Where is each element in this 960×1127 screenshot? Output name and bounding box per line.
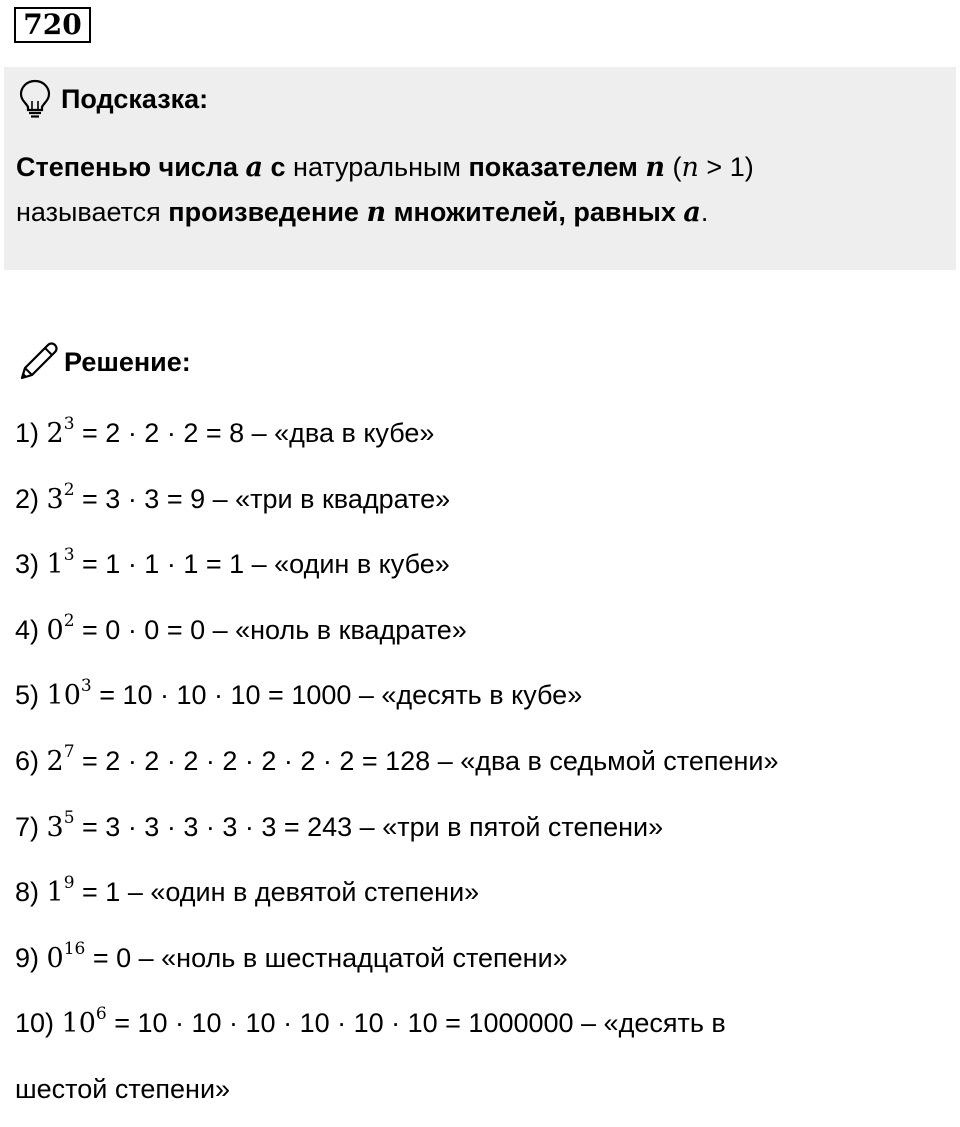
power-expression [46,414,75,449]
power-expression [46,676,92,712]
item-number: 6) [15,745,47,776]
power-base: 2 [46,418,64,449]
power-base: 1 [46,877,64,909]
power-base: 3 [46,811,64,843]
var-n: n [645,152,666,183]
power-expression [46,479,75,515]
solution-line-8 [15,864,945,930]
hint-text-part: произведение [168,197,367,227]
task-number: 720 [14,7,91,43]
item-text: = 1 – «один в девятой степени» [74,877,480,908]
power-exponent: 3 [80,676,92,697]
var-a: a [245,152,263,183]
item-text: = 0 – «ноль в шестнадцатой степени» [85,942,568,973]
power-exponent: 16 [63,938,86,959]
item-number: 1) [15,418,47,448]
var-a: a [683,197,701,228]
power-exponent: 7 [63,741,75,762]
power-exponent: 2 [63,479,75,500]
hint-text-part: . [700,197,709,227]
hint-title: Подсказка: [61,83,209,114]
power-expression [46,807,75,843]
hint-text-part: > 1) [698,152,754,182]
item-text: = 2 · 2 · 2 = 8 – «два в кубе» [74,418,435,448]
solution-line-1 [15,405,945,471]
power-base: 0 [46,942,64,974]
hint-line-2 [16,190,936,235]
item-text: шестой степени» [15,1073,231,1104]
power-exponent: 2 [63,610,75,631]
hint-text-part: называется [16,197,169,227]
power-expression [46,741,75,777]
solution-title: Решение: [64,346,191,377]
solution-line-2 [15,471,945,537]
power-base: 10 [46,680,81,712]
power-expression [46,873,75,909]
power-exponent: 9 [63,873,75,894]
item-number: 9) [15,942,47,973]
power-expression [61,1004,107,1040]
hint-text-part: ( [665,152,682,182]
item-number: 10) [15,1008,62,1039]
var-n: n [681,152,699,183]
power-expression [46,545,75,581]
item-text: = 3 · 3 · 3 · 3 · 3 = 243 – «три в пятой степени» [74,811,664,842]
solution-line-7 [15,799,945,865]
power-exponent: 3 [63,545,75,566]
power-expression [46,610,75,646]
item-number: 3) [15,549,47,580]
item-number: 7) [15,811,47,842]
hint-text-part: множителей, равных [386,197,684,227]
solution-line-5 [15,667,945,733]
solution-line-4 [15,602,945,668]
item-text: = 10 · 10 · 10 · 10 · 10 · 10 = 1000000 – «десять в [106,1008,726,1039]
hint-text-part: показателем [468,152,646,182]
item-text: = 1 · 1 · 1 = 1 – «один в кубе» [74,549,450,580]
power-base: 0 [46,614,64,646]
solution-line-3 [15,536,945,602]
solution-list [15,405,945,1127]
item-number: 4) [15,614,47,645]
hint-header [18,79,208,119]
power-base: 10 [61,1008,96,1040]
item-number: 8) [15,877,47,908]
power-exponent: 5 [63,807,75,828]
solution-line-9 [15,930,945,996]
solution-line-10-continued [15,1061,945,1127]
power-base: 1 [46,549,64,581]
hint-line-1 [16,145,936,190]
hint-definition [16,145,936,235]
item-text: = 3 · 3 = 9 – «три в квадрате» [74,483,451,514]
lightbulb-icon [18,79,52,119]
pencil-icon [16,340,60,384]
hint-text-part: натуральным [285,152,469,182]
item-text: = 0 · 0 = 0 – «ноль в квадрате» [74,614,467,645]
solution-line-6 [15,733,945,799]
item-number: 2) [15,483,47,514]
solution-line-10 [15,995,945,1061]
var-n: n [366,197,387,228]
power-base: 3 [46,483,64,515]
power-base: 2 [46,745,64,777]
power-exponent: 6 [95,1004,107,1025]
power-exponent: 3 [63,414,75,434]
power-expression [46,938,86,974]
hint-box [4,67,956,270]
solution-header [16,340,191,384]
hint-text-part: с [263,152,286,182]
hint-text-part: Степенью числа [16,152,246,182]
item-number: 5) [15,680,47,711]
item-text: = 2 · 2 · 2 · 2 · 2 · 2 · 2 = 128 – «два в седьмой степени» [74,745,779,776]
item-text: = 10 · 10 · 10 = 1000 – «десять в кубе» [91,680,583,711]
